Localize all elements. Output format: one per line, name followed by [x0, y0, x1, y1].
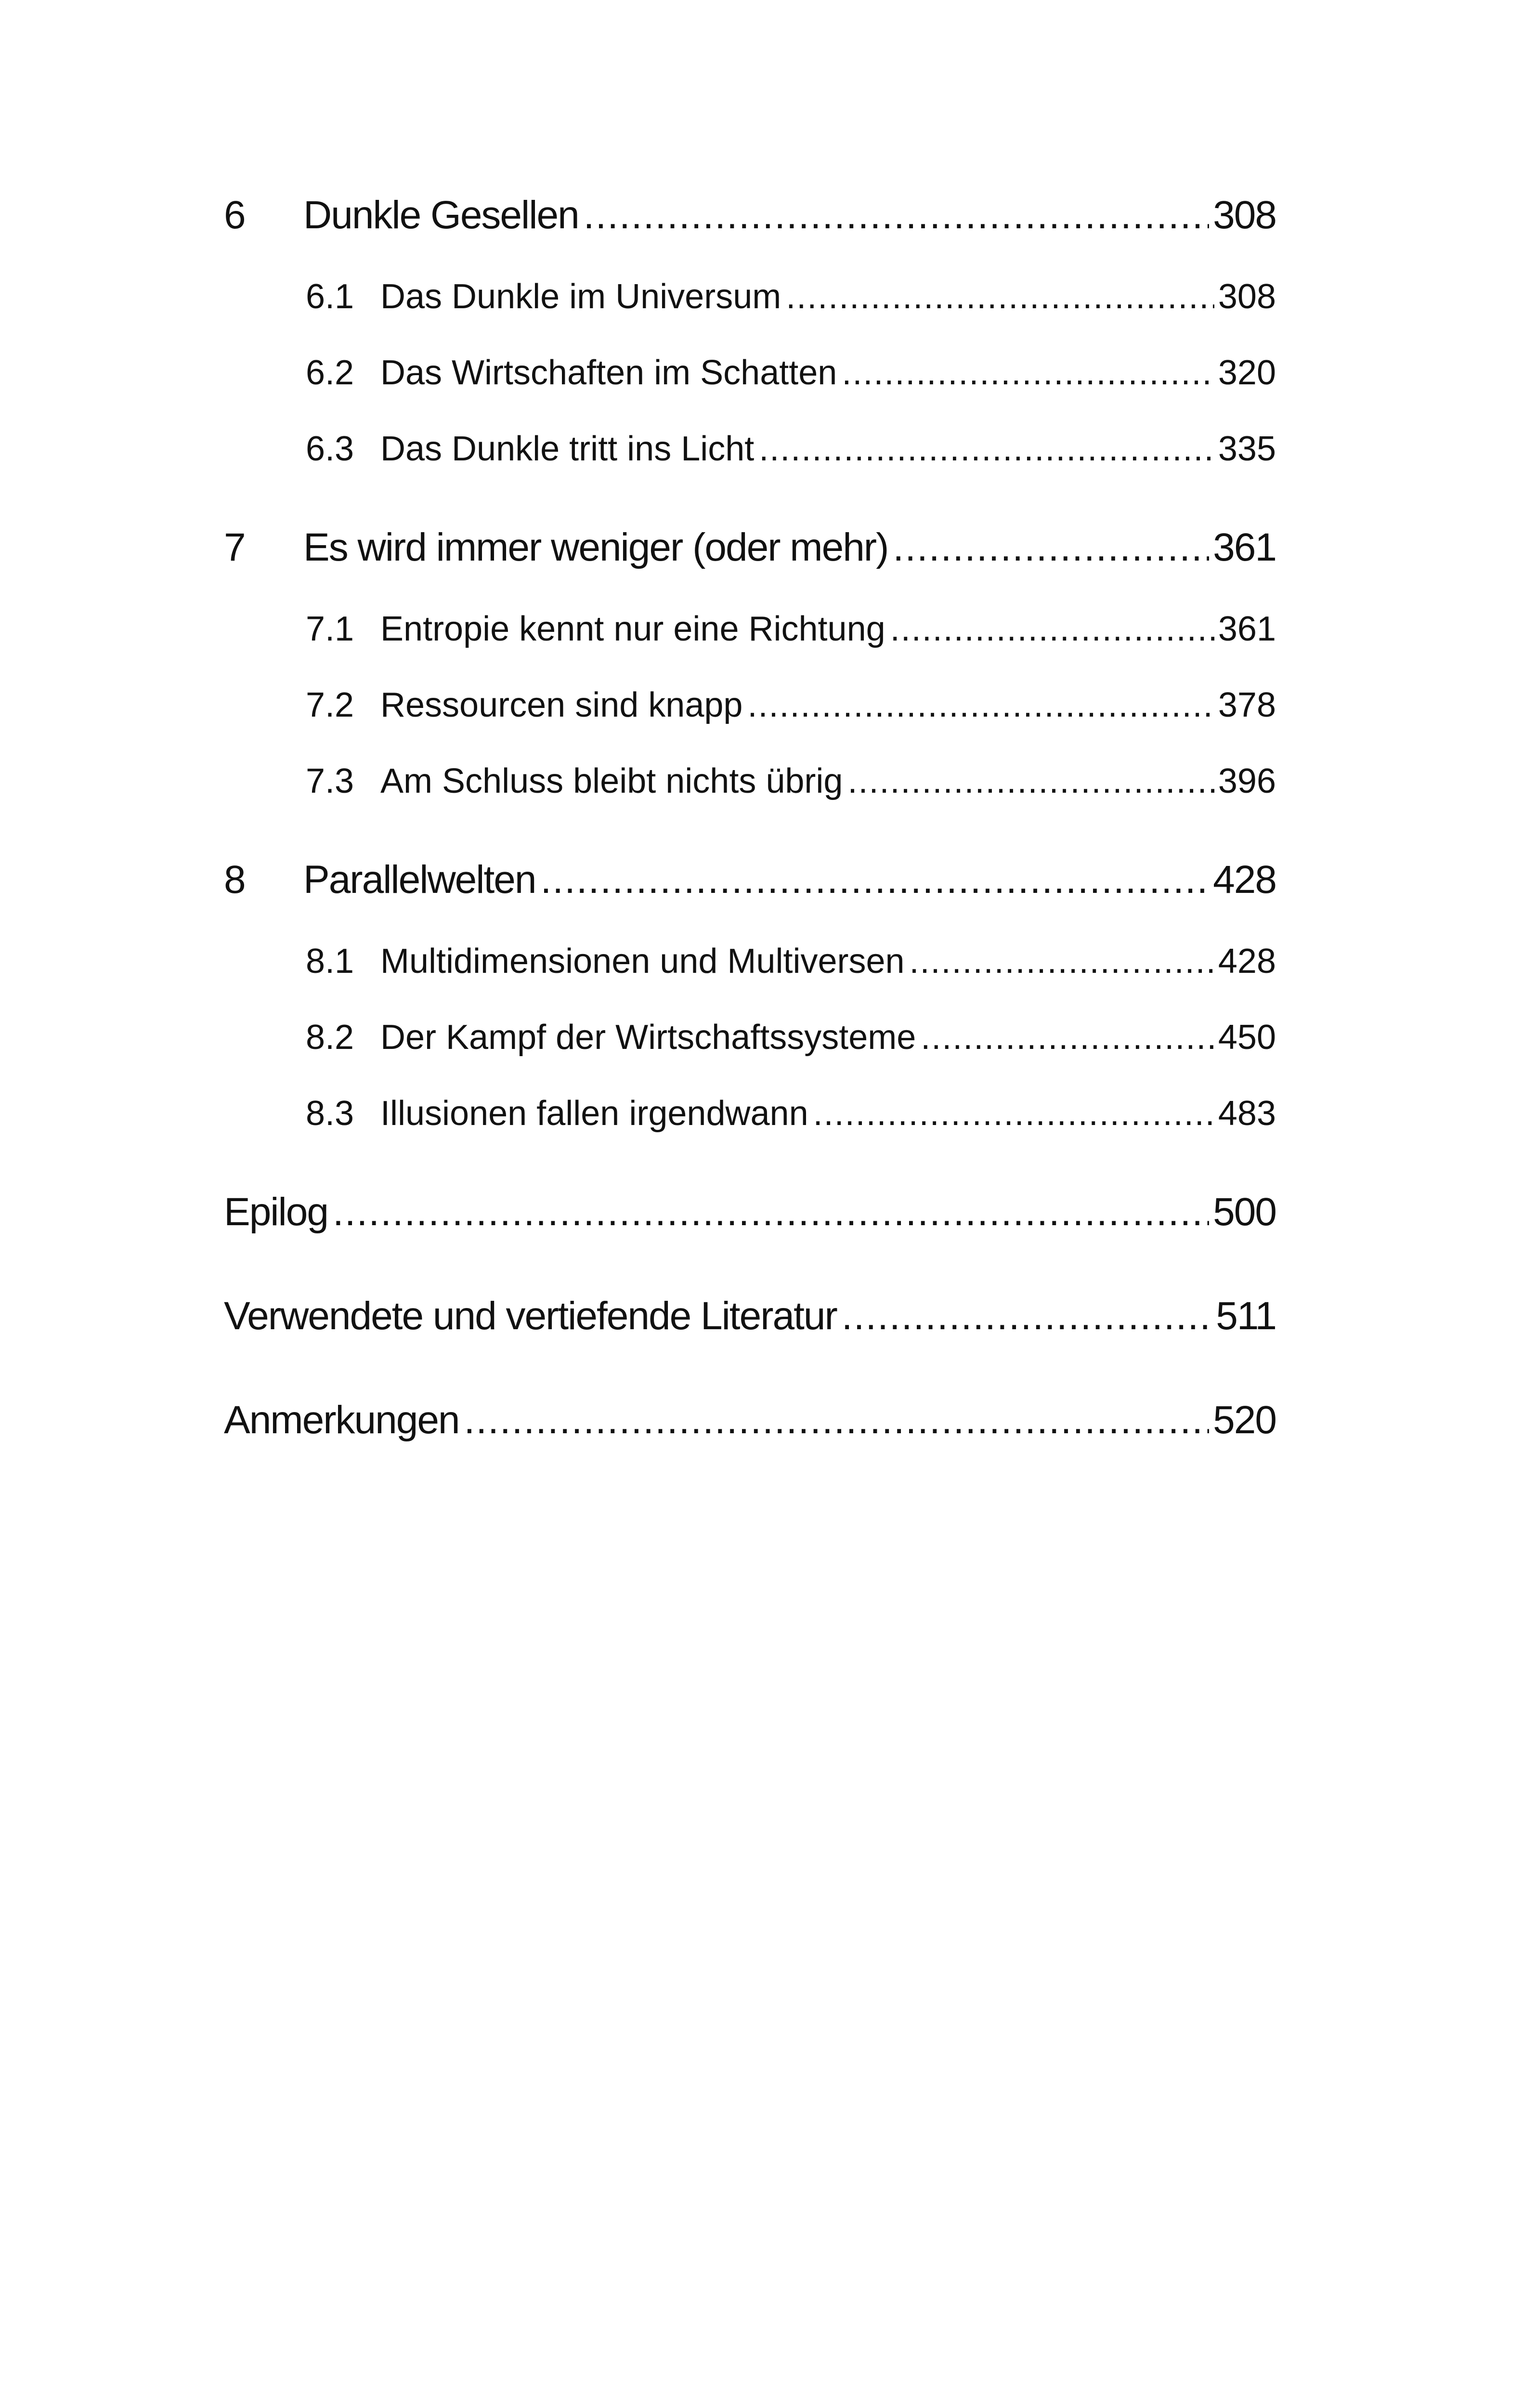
- section-number: 7.2: [306, 686, 354, 724]
- toc-entry-epilog[interactable]: [224, 1190, 1276, 1235]
- section-title: Das Dunkle tritt ins Licht: [380, 430, 755, 468]
- section-number: 8.3: [306, 1094, 354, 1133]
- toc-section-7-2[interactable]: [224, 685, 1276, 725]
- dot-leader: [786, 277, 1214, 316]
- toc-section-8-3[interactable]: [224, 1094, 1276, 1133]
- section-number: 8.1: [306, 942, 354, 981]
- page-number: 335: [1218, 430, 1276, 468]
- page-number: 396: [1218, 762, 1276, 800]
- toc-entry-anmerkungen[interactable]: [224, 1398, 1276, 1443]
- toc-section-7-3[interactable]: [224, 761, 1276, 801]
- chapter-title: Es wird immer weniger (oder mehr): [303, 525, 888, 569]
- section-number: 7.1: [306, 610, 354, 648]
- dot-leader: [910, 942, 1214, 981]
- section-title: Entropie kennt nur eine Richtung: [380, 610, 885, 648]
- toc-section-6-2[interactable]: [224, 353, 1276, 393]
- toc-section-8-2[interactable]: [224, 1018, 1276, 1057]
- page-number: 520: [1213, 1398, 1276, 1442]
- section-number: 8.2: [306, 1018, 354, 1057]
- dot-leader: [759, 429, 1214, 469]
- toc-entry-literatur[interactable]: [224, 1294, 1276, 1339]
- section-title: Illusionen fallen irgendwann: [380, 1094, 808, 1133]
- page-number: 450: [1218, 1018, 1276, 1057]
- chapter-number: 6: [224, 193, 245, 237]
- section-title: Das Dunkle im Universum: [380, 277, 781, 316]
- dot-leader: [747, 685, 1214, 725]
- toc-chapter-8[interactable]: [224, 857, 1276, 903]
- section-title: Am Schluss bleibt nichts übrig: [380, 762, 843, 800]
- dot-leader: [813, 1094, 1214, 1133]
- dot-leader: [847, 761, 1214, 801]
- dot-leader: [842, 353, 1214, 393]
- page-number: 308: [1213, 193, 1276, 237]
- chapter-title: Parallelwelten: [303, 858, 536, 902]
- section-number: 7.3: [306, 762, 354, 800]
- chapter-number: 7: [224, 525, 245, 569]
- entry-title: Anmerkungen: [224, 1398, 459, 1442]
- page-number: 428: [1213, 858, 1276, 902]
- toc-chapter-6[interactable]: [224, 193, 1276, 238]
- entry-title: Epilog: [224, 1190, 328, 1234]
- page-number: 308: [1218, 277, 1276, 316]
- toc-section-7-1[interactable]: [224, 609, 1276, 649]
- dot-leader: [464, 1398, 1210, 1443]
- page-number: 361: [1218, 610, 1276, 648]
- page-number: 483: [1218, 1094, 1276, 1133]
- page-number: 361: [1213, 525, 1276, 569]
- dot-leader: [842, 1294, 1212, 1339]
- toc-chapter-7[interactable]: [224, 525, 1276, 570]
- entry-title: Verwendete und vertiefende Literatur: [224, 1294, 837, 1338]
- toc-section-8-1[interactable]: [224, 942, 1276, 981]
- section-title: Das Wirtschaften im Schatten: [380, 353, 837, 392]
- page-number: 511: [1216, 1294, 1276, 1338]
- section-title: Multidimensionen und Multiversen: [380, 942, 905, 981]
- chapter-title: Dunkle Gesellen: [303, 193, 579, 237]
- page-number: 378: [1218, 686, 1276, 724]
- dot-leader: [333, 1190, 1209, 1235]
- page-number: 320: [1218, 353, 1276, 392]
- dot-leader: [541, 857, 1210, 903]
- toc-section-6-3[interactable]: [224, 429, 1276, 469]
- dot-leader: [893, 525, 1209, 570]
- toc-section-6-1[interactable]: [224, 277, 1276, 316]
- section-number: 6.2: [306, 353, 354, 392]
- section-number: 6.3: [306, 430, 354, 468]
- dot-leader: [890, 609, 1214, 649]
- dot-leader: [921, 1018, 1214, 1057]
- section-title: Ressourcen sind knapp: [380, 686, 743, 724]
- page-number: 428: [1218, 942, 1276, 981]
- dot-leader: [584, 193, 1210, 238]
- chapter-number: 8: [224, 858, 245, 902]
- section-title: Der Kampf der Wirtschaftssysteme: [380, 1018, 916, 1057]
- page-number: 500: [1213, 1190, 1276, 1234]
- section-number: 6.1: [306, 277, 354, 316]
